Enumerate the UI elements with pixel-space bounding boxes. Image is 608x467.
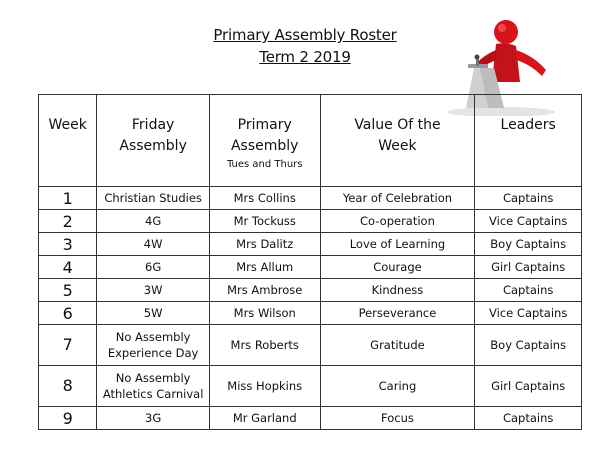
value-cell: Year of Celebration xyxy=(320,187,475,210)
leaders-cell: Captains xyxy=(475,407,582,430)
primary-cell: Mrs Allum xyxy=(209,256,320,279)
leaders-cell: Girl Captains xyxy=(475,366,582,407)
week-cell: 7 xyxy=(39,325,97,366)
header-week: Week xyxy=(39,95,97,187)
header-primary-line1: Primary xyxy=(237,117,292,133)
table-row xyxy=(39,302,582,325)
table-row xyxy=(39,279,582,302)
leaders-cell: Boy Captains xyxy=(475,325,582,366)
leaders-cell: Vice Captains xyxy=(475,302,582,325)
table-row xyxy=(39,366,582,407)
table-row xyxy=(39,233,582,256)
value-cell: Courage xyxy=(320,256,475,279)
friday-cell xyxy=(97,366,210,407)
header-primary-sub: Tues and Thurs xyxy=(226,159,303,170)
value-cell: Love of Learning xyxy=(320,233,475,256)
primary-cell: Mrs Roberts xyxy=(209,325,320,366)
header-value-line2: Week xyxy=(378,138,417,154)
leaders-cell: Boy Captains xyxy=(475,233,582,256)
week-cell: 3 xyxy=(39,233,97,256)
friday-cell: 6G xyxy=(97,256,210,279)
friday-cell: 3W xyxy=(97,279,210,302)
header-value-line1: Value Of the xyxy=(354,117,441,133)
table-row xyxy=(39,325,582,366)
table-row xyxy=(39,187,582,210)
leaders-cell: Captains xyxy=(475,187,582,210)
leaders-cell: Vice Captains xyxy=(475,210,582,233)
friday-line2: Athletics Carnival xyxy=(102,387,204,401)
assembly-roster-table xyxy=(38,94,582,430)
header-leaders: Leaders xyxy=(475,95,582,187)
friday-cell: 5W xyxy=(97,302,210,325)
primary-cell: Miss Hopkins xyxy=(209,366,320,407)
table-row xyxy=(39,407,582,430)
document-title: Primary Assembly Roster xyxy=(213,26,397,44)
friday-cell: Christian Studies xyxy=(97,187,210,210)
week-cell: 6 xyxy=(39,302,97,325)
friday-line2: Experience Day xyxy=(107,346,199,360)
header-friday-assembly: Friday Assembly xyxy=(97,95,210,187)
primary-cell: Mrs Dalitz xyxy=(209,233,320,256)
table-row xyxy=(39,210,582,233)
friday-cell xyxy=(97,325,210,366)
table-header-row xyxy=(39,95,582,187)
document-subtitle: Term 2 2019 xyxy=(259,48,351,66)
header-primary-assembly xyxy=(209,95,320,187)
leaders-cell: Captains xyxy=(475,279,582,302)
week-cell: 9 xyxy=(39,407,97,430)
week-cell: 2 xyxy=(39,210,97,233)
primary-cell: Mr Garland xyxy=(209,407,320,430)
title-block xyxy=(200,24,410,68)
primary-cell: Mrs Collins xyxy=(209,187,320,210)
primary-cell: Mrs Ambrose xyxy=(209,279,320,302)
value-cell: Focus xyxy=(320,407,475,430)
value-cell: Kindness xyxy=(320,279,475,302)
value-cell: Co-operation xyxy=(320,210,475,233)
header-value-of-week xyxy=(320,95,475,187)
week-cell: 1 xyxy=(39,187,97,210)
primary-cell: Mr Tockuss xyxy=(209,210,320,233)
header-primary-line2: Assembly xyxy=(230,138,299,154)
primary-cell: Mrs Wilson xyxy=(209,302,320,325)
table-row xyxy=(39,256,582,279)
friday-cell: 4G xyxy=(97,210,210,233)
leaders-cell: Girl Captains xyxy=(475,256,582,279)
value-cell: Gratitude xyxy=(320,325,475,366)
value-cell: Perseverance xyxy=(320,302,475,325)
week-cell: 4 xyxy=(39,256,97,279)
value-cell: Caring xyxy=(320,366,475,407)
week-cell: 8 xyxy=(39,366,97,407)
week-cell: 5 xyxy=(39,279,97,302)
friday-cell: 4W xyxy=(97,233,210,256)
friday-line1: No Assembly xyxy=(115,330,191,344)
friday-line1: No Assembly xyxy=(115,371,191,385)
friday-cell: 3G xyxy=(97,407,210,430)
